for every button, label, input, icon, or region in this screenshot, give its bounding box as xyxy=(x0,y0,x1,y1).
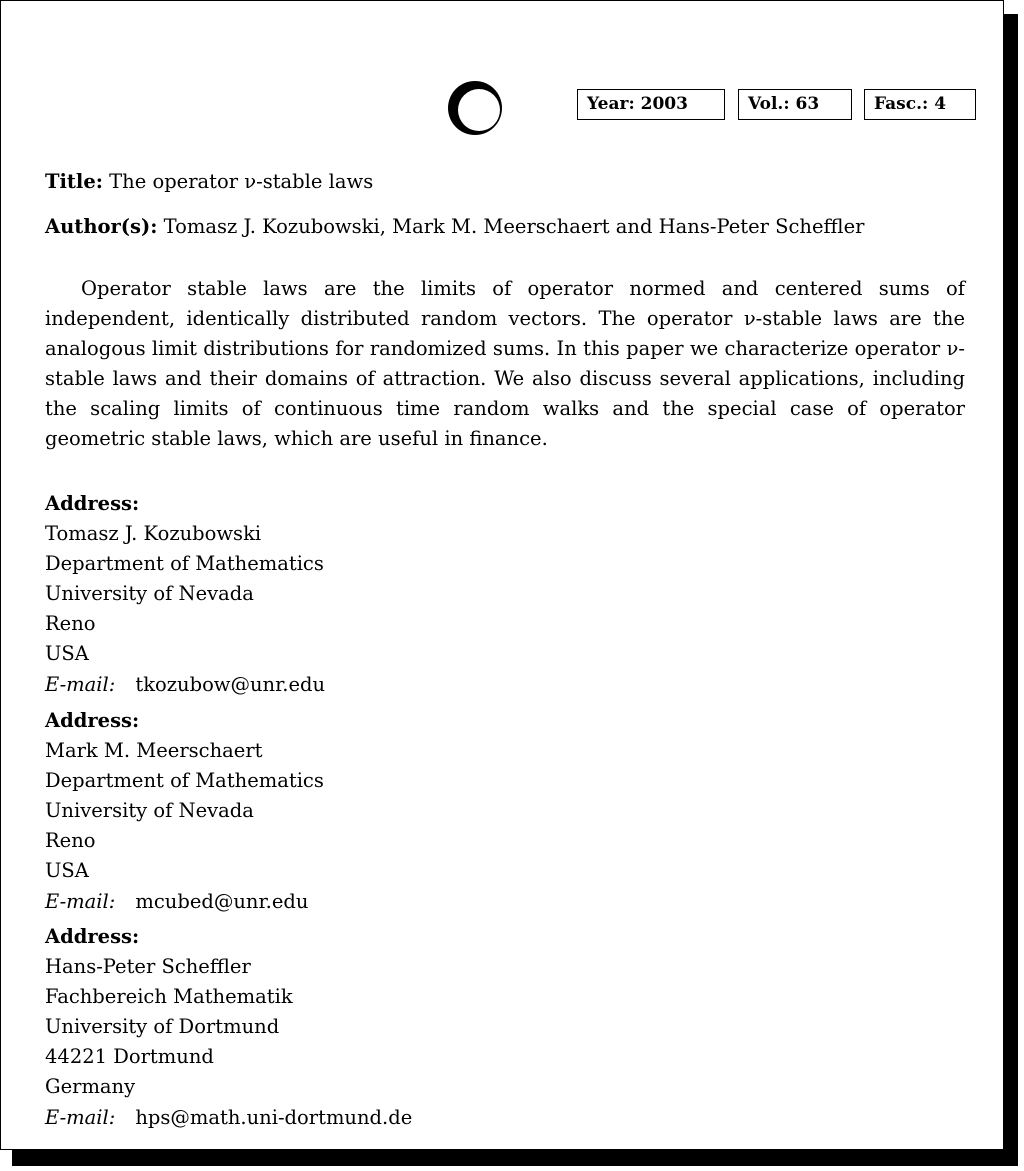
email-address[interactable]: mcubed@unr.edu xyxy=(135,889,309,913)
email-address[interactable]: hps@math.uni-dortmund.de xyxy=(135,1105,413,1129)
address-block xyxy=(45,922,412,1133)
address-line: Hans-Peter Scheffler xyxy=(45,955,251,979)
title-line xyxy=(45,167,373,197)
email-label: E-mail: xyxy=(45,1105,116,1129)
address-line: University of Nevada xyxy=(45,799,254,823)
address-line: Reno xyxy=(45,612,96,636)
email-label: E-mail: xyxy=(45,889,116,913)
year-box: Year: 2003 xyxy=(577,89,725,120)
authors-label: Author(s): xyxy=(45,215,158,238)
email-label: E-mail: xyxy=(45,672,116,696)
address-line: Germany xyxy=(45,1075,136,1099)
address-block xyxy=(45,489,325,700)
address-line: Department of Mathematics xyxy=(45,552,324,576)
journal-logo-icon xyxy=(447,80,503,136)
abstract: Operator stable laws are the limits of operator normed and centered sums of independent, identically distributed random vectors. The operator ν-stable laws are the analogous limit distributions for randomized sums. In this paper we characterize operator ν-stable laws and their domains of attraction. We also discuss several applications, including the scaling limits of continuous time random walks and the special case of operator geometric stable laws, which are useful in finance. xyxy=(45,277,965,450)
address-line: Mark M. Meerschaert xyxy=(45,739,263,763)
volume-box: Vol.: 63 xyxy=(738,89,852,120)
fascicle-box: Fasc.: 4 xyxy=(864,89,976,120)
address-heading: Address: xyxy=(45,709,140,732)
address-heading: Address: xyxy=(45,925,140,948)
email-address[interactable]: tkozubow@unr.edu xyxy=(135,672,326,696)
email-line xyxy=(45,887,324,917)
address-line: USA xyxy=(45,642,89,666)
address-line: Tomasz J. Kozubowski xyxy=(45,522,262,546)
address-line: 44221 Dortmund xyxy=(45,1045,214,1069)
address-line: Department of Mathematics xyxy=(45,769,324,793)
address-line: University of Nevada xyxy=(45,582,254,606)
article-title: The operator ν-stable laws xyxy=(109,170,374,193)
article-authors: Tomasz J. Kozubowski, Mark M. Meerschaert and Hans-Peter Scheffler xyxy=(163,215,865,238)
address-line: Fachbereich Mathematik xyxy=(45,985,293,1009)
address-heading: Address: xyxy=(45,492,140,515)
address-line: University of Dortmund xyxy=(45,1015,280,1039)
address-line: USA xyxy=(45,859,89,883)
address-block xyxy=(45,706,324,917)
authors-line xyxy=(45,212,864,242)
address-line: Reno xyxy=(45,829,96,853)
email-line xyxy=(45,1103,412,1133)
email-line xyxy=(45,670,325,700)
title-label: Title: xyxy=(45,170,103,193)
